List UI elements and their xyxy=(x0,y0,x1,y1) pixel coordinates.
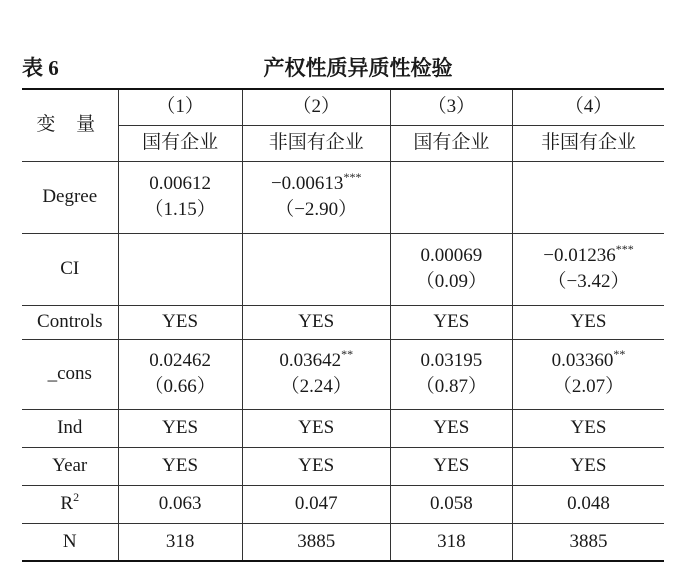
cell-coef: 0.03360** （2.07） xyxy=(512,339,664,409)
cell-coef: 0.03195 （0.87） xyxy=(390,339,512,409)
cell-value: YES xyxy=(242,305,390,339)
cell-value: YES xyxy=(512,447,664,485)
row-label: Degree xyxy=(22,161,118,233)
col-header-3: （3） xyxy=(390,89,512,125)
row-label: Year xyxy=(22,447,118,485)
cell-value: YES xyxy=(390,305,512,339)
cell-value: 0.063 xyxy=(118,485,242,523)
cell-coef: −0.00613*** （−2.90） xyxy=(242,161,390,233)
cell-value: 3885 xyxy=(512,523,664,561)
cell-value: 0.058 xyxy=(390,485,512,523)
cell-value: YES xyxy=(118,409,242,447)
cell-value: YES xyxy=(512,305,664,339)
cell-value: YES xyxy=(390,409,512,447)
row-controls xyxy=(22,305,664,339)
cell-value: YES xyxy=(512,409,664,447)
cell-coef: 0.02462 （0.66） xyxy=(118,339,242,409)
row-label: Controls xyxy=(22,305,118,339)
group-header-1: 国有企业 xyxy=(118,125,242,161)
row-r-squared xyxy=(22,485,664,523)
row-ci xyxy=(22,233,664,305)
cell-value: YES xyxy=(390,447,512,485)
cell-value: 318 xyxy=(390,523,512,561)
group-header-4: 非国有企业 xyxy=(512,125,664,161)
cell-value: 3885 xyxy=(242,523,390,561)
cell-value: YES xyxy=(118,305,242,339)
regression-table xyxy=(22,88,664,562)
variable-header: 变 量 xyxy=(22,89,118,161)
cell-value: YES xyxy=(242,447,390,485)
cell-value: YES xyxy=(242,409,390,447)
cell-empty xyxy=(512,161,664,233)
cell-coef: 0.00612 （1.15） xyxy=(118,161,242,233)
group-header-3: 国有企业 xyxy=(390,125,512,161)
cell-value: 0.047 xyxy=(242,485,390,523)
cell-coef: 0.03642** （2.24） xyxy=(242,339,390,409)
cell-coef: −0.01236*** （−3.42） xyxy=(512,233,664,305)
col-header-1: （1） xyxy=(118,89,242,125)
cell-value: YES xyxy=(118,447,242,485)
header-row-groups xyxy=(22,125,664,161)
group-header-2: 非国有企业 xyxy=(242,125,390,161)
col-header-2: （2） xyxy=(242,89,390,125)
row-label: _cons xyxy=(22,339,118,409)
row-label: CI xyxy=(22,233,118,305)
row-label: $R^2$ xyxy=(22,485,118,523)
cell-value: 0.048 xyxy=(512,485,664,523)
cell-coef: 0.00069 （0.09） xyxy=(390,233,512,305)
cell-empty xyxy=(242,233,390,305)
row-degree xyxy=(22,161,664,233)
table-caption xyxy=(22,48,664,82)
row-label: Ind xyxy=(22,409,118,447)
row-ind xyxy=(22,409,664,447)
row-year xyxy=(22,447,664,485)
row-n xyxy=(22,523,664,561)
row-cons xyxy=(22,339,664,409)
cell-value: 318 xyxy=(118,523,242,561)
row-label: N xyxy=(22,523,118,561)
col-header-4: （4） xyxy=(512,89,664,125)
cell-empty xyxy=(118,233,242,305)
table-title: 产权性质异质性检验 xyxy=(263,56,453,80)
table-number: 表 6 xyxy=(22,56,59,80)
header-row-columns xyxy=(22,89,664,125)
cell-empty xyxy=(390,161,512,233)
